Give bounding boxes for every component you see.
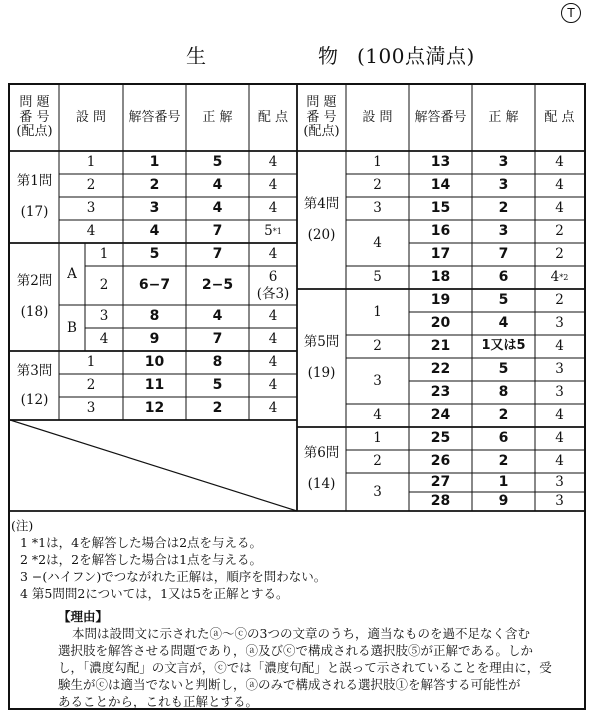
answer-number: 2 (149, 176, 160, 193)
answer-sheet (8, 83, 586, 710)
score: 4 (268, 400, 278, 417)
question-points: (20) (307, 227, 336, 243)
score: 2 (555, 223, 564, 240)
answer-number: 19 (430, 291, 451, 308)
sub-question: 2 (99, 277, 109, 294)
reason-line: 験生がⓒは適当でないと判断し，ⓐのみで構成される選択肢①を解答する可能性が (58, 677, 521, 692)
note-item: 2 *2は，2を解答した場合は1点を与える。 (20, 552, 263, 567)
header-question-number (10, 85, 59, 151)
sub-question: 1 (99, 246, 109, 263)
score: 2 (555, 292, 564, 309)
answer-number: 8 (149, 307, 160, 324)
sub-question: 1 (86, 154, 96, 171)
group-label: A (67, 265, 77, 282)
question-points: (18) (20, 304, 49, 320)
note-item: 4 第5問問2については，1又は5を正解とする。 (20, 586, 289, 601)
reason-heading: 【理由】 (58, 609, 109, 624)
score: 4 (555, 453, 564, 470)
question-label (10, 243, 59, 351)
sub-question: 2 (373, 453, 382, 470)
correct-answer: 7 (212, 222, 223, 239)
answer-number: 11 (144, 376, 165, 393)
answer-number: 18 (430, 268, 451, 285)
sub-question: 3 (373, 372, 382, 389)
score: 4 (268, 154, 278, 171)
answer-number: 22 (430, 360, 451, 377)
correct-answer: 5 (498, 291, 509, 308)
question-title: 第1問 (16, 173, 53, 190)
score: 4 (268, 200, 278, 217)
answer-number: 1 (149, 153, 160, 170)
question-points: (17) (20, 204, 49, 220)
header-question-line: (配点) (16, 124, 53, 140)
score-note-mark: *1 (272, 226, 282, 236)
score: 4 (555, 338, 564, 355)
question-label (297, 427, 346, 511)
correct-answer: 2 (212, 399, 223, 416)
correct-answer: 5 (498, 360, 509, 377)
answer-number: 10 (144, 353, 165, 370)
reason-line: し，「濃度勾配」の文言が，ⓒでは「濃度句配」と誤って示されていることを理由に，受 (58, 660, 552, 675)
reason-line: あることから，これも正解とする。 (58, 694, 259, 709)
correct-answer: 2 (498, 452, 509, 469)
score-value: 5 (264, 223, 273, 240)
correct-answer: 2 (498, 199, 509, 216)
correct-answer: 4 (212, 176, 223, 193)
score: 4 (268, 331, 278, 348)
score: 4 (268, 246, 278, 263)
score-note-mark: *2 (559, 272, 569, 282)
title-subject-a: 生 (186, 44, 206, 68)
answer-number: 20 (430, 314, 451, 331)
question-title: 第6問 (303, 445, 340, 462)
correct-answer: 3 (498, 153, 509, 170)
correct-answer: 5 (212, 376, 223, 393)
sub-question: 2 (86, 177, 96, 194)
sub-question: 4 (373, 407, 382, 424)
blank-diagonal (10, 420, 297, 511)
sub-question: 2 (373, 338, 382, 355)
answer-number: 21 (430, 337, 451, 354)
correct-answer: 9 (498, 492, 509, 509)
score-split (249, 266, 297, 305)
sub-question: 2 (86, 377, 96, 394)
sub-question: 3 (86, 200, 96, 217)
question-label (297, 151, 346, 289)
sub-question: 5 (373, 269, 382, 286)
score: 4 (268, 354, 278, 371)
answer-number: 5 (149, 245, 160, 262)
correct-answer: 3 (498, 222, 509, 239)
note-item: 3 −(ハイフン)でつながれた正解は，順序を問わない。 (20, 569, 327, 584)
reason-line: 選択肢を解答させる問題であり，ⓐ及びⓒで構成される選択肢⑤が正解である。しか (58, 643, 534, 658)
answer-number: 27 (430, 473, 451, 490)
correct-answer: 6 (498, 429, 509, 446)
correct-answer: 7 (498, 245, 509, 262)
header-question-number (297, 85, 346, 151)
score: 4 (555, 200, 564, 217)
sub-question: 1 (373, 154, 382, 171)
score-value: 6 (268, 268, 278, 285)
answer-number: 17 (430, 245, 451, 262)
answer-number: 23 (430, 383, 451, 400)
question-label (10, 151, 59, 243)
answer-number: 24 (430, 406, 451, 423)
score: 3 (555, 361, 564, 378)
score: 4 (555, 430, 564, 447)
sub-question: 2 (373, 177, 382, 194)
question-title: 第3問 (16, 362, 53, 379)
question-title: 第4問 (303, 196, 340, 213)
title-points: (100点満点) (357, 44, 475, 68)
notes-heading: (注) (11, 518, 34, 533)
header-question-line: 問 題 (19, 94, 50, 110)
score: 4 (268, 377, 278, 394)
correct-answer: 7 (212, 330, 223, 347)
correct-answer: 2 (498, 406, 509, 423)
sub-question: 1 (86, 354, 96, 371)
question-title: 第2問 (16, 273, 53, 290)
reason-line: 本問は設問文に示されたⓐ〜ⓒの3つの文章のうち，適当なものを過不足なく含む (72, 626, 530, 641)
score: 4 (555, 177, 564, 194)
score: 4 (555, 407, 564, 424)
header-sub-question: 設 問 (75, 109, 107, 125)
score: 4 (268, 308, 278, 325)
question-title: 第5問 (303, 334, 340, 351)
sub-question: 4 (373, 234, 382, 251)
answer-number: 25 (430, 429, 451, 446)
score-value: 4 (550, 269, 560, 286)
answer-number: 15 (430, 199, 451, 216)
header-question-line: 番 号 (19, 109, 50, 125)
sub-question: 1 (373, 303, 382, 320)
question-label (10, 351, 59, 420)
score: 4 (268, 177, 278, 194)
correct-answer: 2−5 (201, 276, 234, 293)
answer-number: 4 (149, 222, 160, 239)
score-detail: (各3) (256, 285, 290, 302)
score: 3 (555, 384, 564, 401)
sub-question: 1 (373, 430, 382, 447)
answer-number: 14 (430, 176, 451, 193)
answer-number: 26 (430, 452, 451, 469)
score-with-note (249, 220, 297, 243)
sub-question: 3 (373, 200, 382, 217)
header-correct-answer: 正 解 (488, 109, 519, 125)
correct-answer: 7 (212, 245, 223, 262)
header-question-line: 番 号 (306, 109, 337, 125)
version-mark: T (561, 3, 581, 23)
correct-answer: 4 (212, 199, 223, 216)
correct-answer: 3 (498, 176, 509, 193)
title-subject-b: 物 (318, 44, 338, 68)
question-points: (12) (20, 391, 49, 408)
correct-answer: 5 (212, 153, 223, 170)
sub-question: 4 (86, 223, 96, 240)
sub-question: 3 (86, 400, 96, 417)
correct-answer: 1又は5 (481, 338, 526, 354)
score-with-note (535, 266, 584, 289)
answer-number: 13 (430, 153, 451, 170)
header-score: 配 点 (544, 109, 575, 125)
question-label (297, 289, 346, 427)
note-item: 1 *1は，4を解答した場合は2点を与える。 (20, 535, 263, 550)
group-label: B (67, 319, 77, 336)
sub-question: 3 (373, 483, 382, 500)
correct-answer: 4 (498, 314, 509, 331)
answer-number: 28 (430, 492, 451, 509)
score: 2 (555, 246, 564, 263)
header-question-line: 問 題 (306, 94, 337, 110)
header-answer-number: 解答番号 (128, 109, 181, 125)
question-points: (19) (307, 365, 336, 381)
header-score: 配 点 (257, 109, 289, 125)
score: 3 (555, 315, 564, 332)
correct-answer: 8 (498, 383, 509, 400)
score: 3 (555, 493, 564, 510)
header-correct-answer: 正 解 (202, 109, 233, 125)
correct-answer: 4 (212, 307, 223, 324)
header-sub-question: 設 問 (362, 109, 393, 125)
correct-answer: 1 (498, 473, 509, 490)
answer-number: 16 (430, 222, 451, 239)
score: 4 (555, 154, 564, 171)
correct-answer: 8 (212, 353, 223, 370)
header-question-line: (配点) (303, 124, 340, 140)
score: 3 (555, 474, 564, 491)
question-points: (14) (307, 476, 336, 492)
answer-number: 6−7 (138, 276, 171, 293)
sub-question: 4 (99, 331, 109, 348)
correct-answer: 6 (498, 268, 509, 285)
sub-question: 3 (99, 308, 109, 325)
header-answer-number: 解答番号 (414, 109, 467, 125)
answer-number: 9 (149, 330, 160, 347)
answer-number: 12 (144, 399, 165, 416)
answer-number: 3 (149, 199, 160, 216)
